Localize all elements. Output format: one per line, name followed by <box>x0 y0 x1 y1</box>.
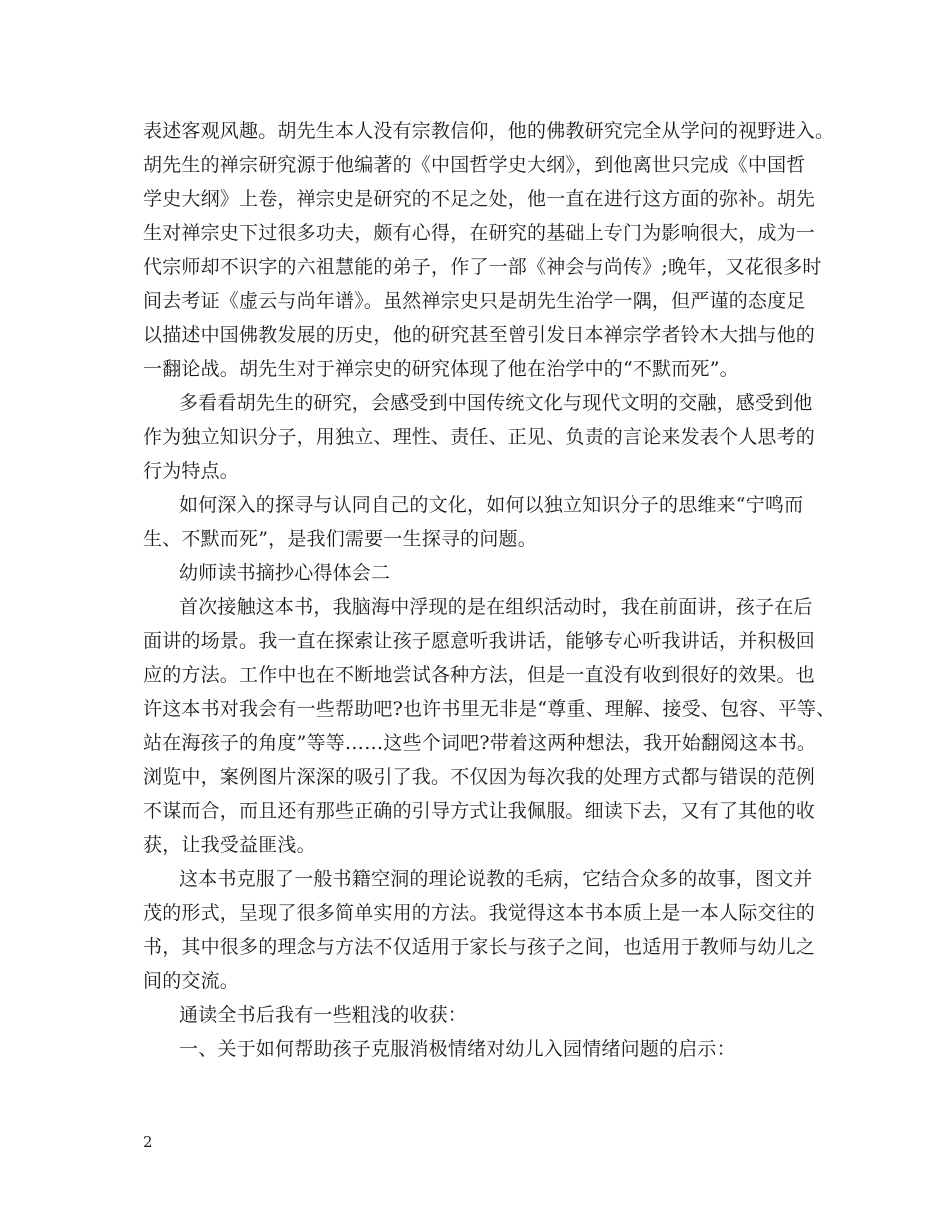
text-line: 应的方法。工作中也在不断地尝试各种方法，但是一直没有收到很好的效果。也 <box>143 664 816 686</box>
text-line: 行为特点。 <box>143 460 240 482</box>
text-line: 学史大纲》上卷，禅宗史是研究的不足之处，他一直在进行这方面的弥补。胡先 <box>143 188 816 210</box>
paragraph-start-line: 通读全书后我有一些粗浅的收获： <box>179 1004 468 1026</box>
text-line: 代宗师却不识字的六祖慧能的弟子，作了一部《神会与尚传》;晚年，又花很多时 <box>143 256 822 278</box>
text-line: 生、不默而死”，是我们需要一生探寻的问题。 <box>143 528 537 550</box>
text-line: 以描述中国佛教发展的历史，他的研究甚至曾引发日本禅宗学者铃木大拙与他的 <box>143 324 816 346</box>
text-line: 获，让我受益匪浅。 <box>143 834 316 856</box>
text-line: 浏览中，案例图片深深的吸引了我。不仅因为每次我的处理方式都与错误的范例 <box>143 766 816 788</box>
text-line: 茂的形式，呈现了很多简单实用的方法。我觉得这本书本质上是一本人际交往的 <box>143 902 816 924</box>
text-line: 一翻论战。胡先生对于禅宗史的研究体现了他在治学中的“不默而死”。 <box>143 358 739 380</box>
text-line: 作为独立知识分子，用独立、理性、责任、正见、负责的言论来发表个人思考的 <box>143 426 816 448</box>
paragraph-start-line: 多看看胡先生的研究，会感受到中国传统文化与现代文明的交融，感受到他 <box>179 392 813 414</box>
text-line: 许这本书对我会有一些帮助吧?也许书里无非是“尊重、理解、接受、包容、平等、 <box>143 698 836 720</box>
section-heading: 幼师读书摘抄心得体会二 <box>179 562 391 584</box>
paragraph-start-line: 一、关于如何帮助孩子克服消极情绪对幼儿入园情绪问题的启示： <box>179 1038 736 1060</box>
text-line: 生对禅宗史下过很多功夫，颇有心得，在研究的基础上专门为影响很大，成为一 <box>143 222 816 244</box>
text-line: 站在海孩子的角度”等等……这些个词吧?带着这两种想法，我开始翻阅这本书。 <box>143 732 817 754</box>
text-line: 面讲的场景。我一直在探索让孩子愿意听我讲话，能够专心听我讲话，并积极回 <box>143 630 816 652</box>
text-line: 不谋而合，而且还有那些正确的引导方式让我佩服。细读下去，又有了其他的收 <box>143 800 816 822</box>
page-number: 2 <box>143 1133 153 1151</box>
text-line: 间去考证《虚云与尚年谱》。虽然禅宗史只是胡先生治学一隅，但严谨的态度足 <box>143 290 806 312</box>
text-line: 间的交流。 <box>143 970 240 992</box>
text-line: 表述客观风趣。胡先生本人没有宗教信仰，他的佛教研究完全从学问的视野进入。 <box>143 120 835 142</box>
text-line: 胡先生的禅宗研究源于他编著的《中国哲学史大纲》，到他离世只完成《中国哲 <box>143 154 806 176</box>
paragraph-start-line: 首次接触这本书，我脑海中浮现的是在组织活动时，我在前面讲，孩子在后 <box>179 596 813 618</box>
text-line: 书，其中很多的理念与方法不仅适用于家长与孩子之间，也适用于教师与幼儿之 <box>143 936 816 958</box>
paragraph-start-line: 这本书克服了一般书籍空洞的理论说教的毛病，它结合众多的故事，图文并 <box>179 868 813 890</box>
paragraph-start-line: 如何深入的探寻与认同自己的文化，如何以独立知识分子的思维来“宁鸣而 <box>179 494 804 516</box>
